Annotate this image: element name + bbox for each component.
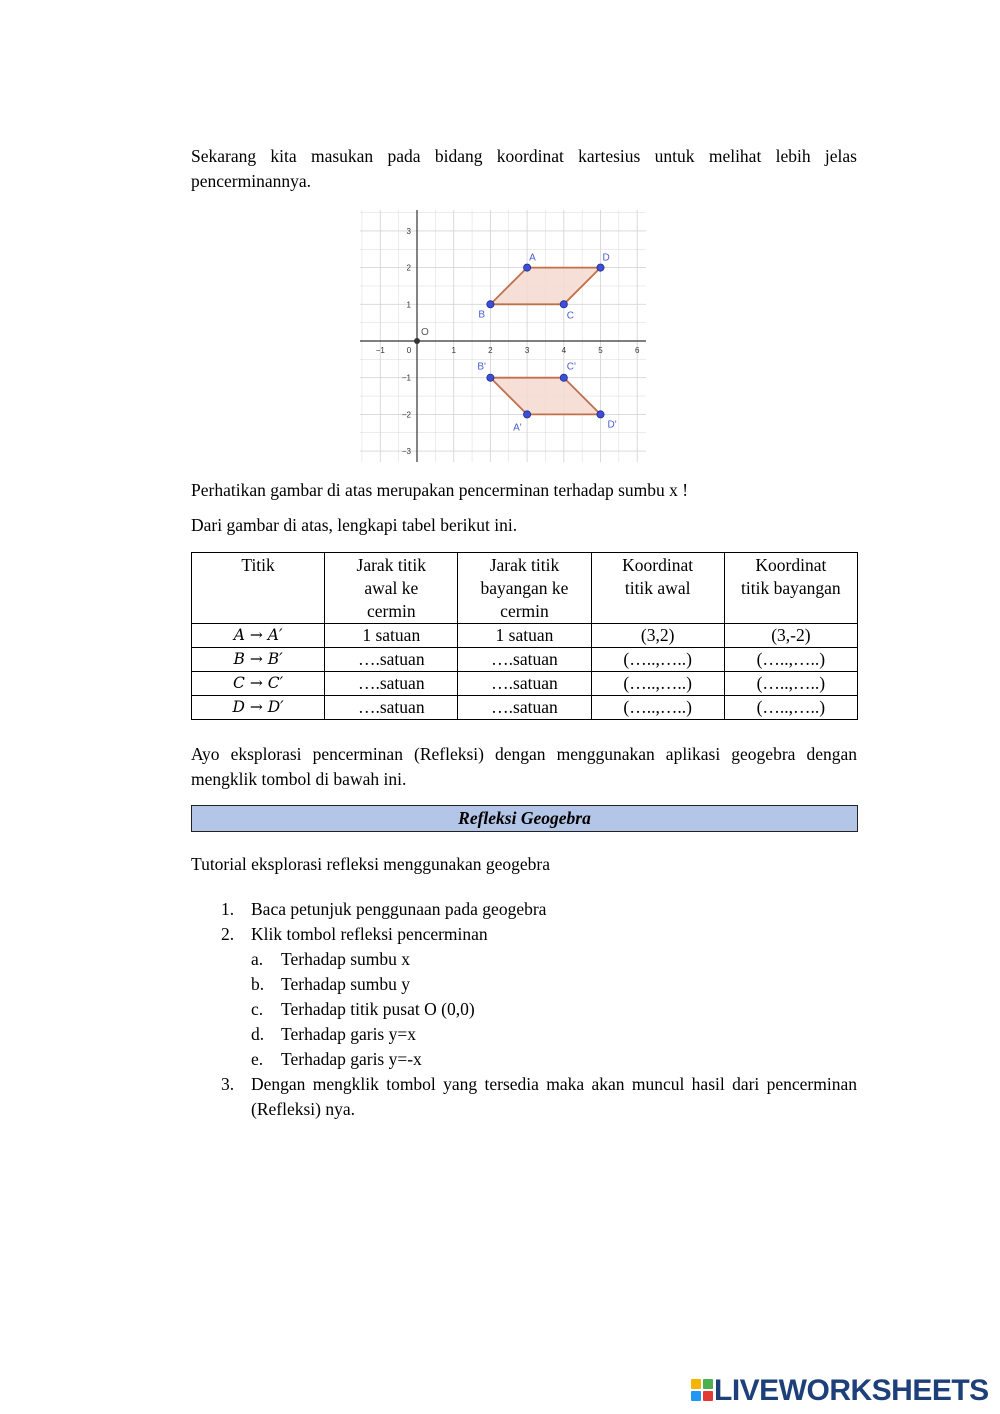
point-label: A' <box>513 422 522 434</box>
cell-coord-original[interactable]: (…..,…..) <box>591 672 724 696</box>
y-tick-label: 3 <box>406 226 411 236</box>
header-titik: Titik <box>192 553 325 624</box>
cell-coord-image[interactable]: (…..,…..) <box>724 648 857 672</box>
cell-point: A → A′ <box>192 624 325 648</box>
y-tick-label: −2 <box>401 410 411 420</box>
point-label: B' <box>477 361 486 373</box>
list-item: e. Terhadap garis y=-x <box>251 1049 422 1069</box>
cell-distance-original[interactable]: ….satuan <box>325 696 458 720</box>
table-row <box>192 648 858 672</box>
cell-coord-image[interactable]: (…..,…..) <box>724 672 857 696</box>
table-row <box>192 624 858 648</box>
point-C-prime <box>560 374 567 381</box>
list-item: 1. Baca petunjuk penggunaan pada geogebra <box>221 899 547 919</box>
cell-coord-image: (3,-2) <box>724 624 857 648</box>
point-B-prime <box>487 374 494 381</box>
list-item: b. Terhadap sumbu y <box>251 974 411 994</box>
point-label: C <box>566 310 575 322</box>
table-row <box>192 696 858 720</box>
x-tick-label: 2 <box>488 346 493 355</box>
cell-distance-original: 1 satuan <box>325 624 458 648</box>
header-koordinat-awal: Koordinat titik awal <box>591 553 724 624</box>
x-tick-label: −1 <box>375 346 385 355</box>
logo-text: LIVEWORKSHEETS <box>714 1373 989 1407</box>
cell-point: C → C′ <box>192 672 325 696</box>
table-row <box>192 672 858 696</box>
point-label: B <box>478 309 486 321</box>
y-tick-label: −1 <box>401 373 411 383</box>
cell-distance-image: 1 satuan <box>458 624 591 648</box>
sub-steps <box>251 947 857 1072</box>
y-tick-label: 2 <box>406 263 411 273</box>
axes <box>360 210 646 462</box>
point-label: D' <box>607 419 617 431</box>
origin-point <box>414 338 420 344</box>
list-item: 3. Dengan mengklik tombol yang tersedia maka akan muncul hasil dari pencerminan (Refleksi) nya. <box>221 1074 857 1119</box>
instruction-paragraph: Dari gambar di atas, lengkapi tabel berikut ini. <box>191 515 518 535</box>
refleksi-geogebra-button[interactable]: Refleksi Geogebra <box>191 805 858 832</box>
x-tick-label: 1 <box>451 346 456 355</box>
x-tick-label: 5 <box>598 346 603 355</box>
point-B <box>487 301 494 308</box>
list-item: d. Terhadap garis y=x <box>251 1024 416 1044</box>
point-label: D <box>602 252 610 264</box>
tutorial-steps <box>191 897 857 1122</box>
cell-distance-original[interactable]: ….satuan <box>325 672 458 696</box>
grid-lines <box>360 210 646 462</box>
point-A <box>524 264 531 271</box>
point-C <box>560 301 567 308</box>
tutorial-title: Tutorial eksplorasi refleksi menggunakan geogebra <box>191 854 550 874</box>
header-koordinat-bayangan: Koordinat titik bayangan <box>724 553 857 624</box>
cell-coord-image[interactable]: (…..,…..) <box>724 696 857 720</box>
y-tick-label: −3 <box>401 447 411 457</box>
coordinate-graph <box>360 210 646 462</box>
reflection-table <box>191 552 858 720</box>
x-tick-label: 0 <box>406 346 412 355</box>
point-D <box>597 264 604 271</box>
x-tick-label: 4 <box>561 346 567 355</box>
logo-icon <box>690 1378 714 1402</box>
cell-coord-original[interactable]: (…..,…..) <box>591 648 724 672</box>
cell-distance-image[interactable]: ….satuan <box>458 648 591 672</box>
list-item: a. Terhadap sumbu x <box>251 949 411 969</box>
table-header-row <box>192 553 858 624</box>
y-tick-label: 1 <box>406 300 411 310</box>
point-label: C' <box>566 361 576 373</box>
liveworksheets-logo <box>690 1375 989 1405</box>
point-A-prime <box>524 411 531 418</box>
cell-distance-image[interactable]: ….satuan <box>458 696 591 720</box>
origin-label: O <box>421 327 429 338</box>
explore-paragraph: Ayo eksplorasi pencerminan (Refleksi) dengan menggunakan aplikasi geogebra dengan mengklik tombol di bawah ini. <box>191 744 857 789</box>
header-jarak-bayangan: Jarak titik bayangan ke cermin <box>458 553 591 624</box>
intro-paragraph: Sekarang kita masukan pada bidang koordinat kartesius untuk melihat lebih jelas pencerminannya. <box>191 146 857 191</box>
cell-coord-original: (3,2) <box>591 624 724 648</box>
header-jarak-awal: Jarak titik awal ke cermin <box>325 553 458 624</box>
cell-coord-original[interactable]: (…..,…..) <box>591 696 724 720</box>
list-item: 2. Klik tombol refleksi pencerminan a. Terhadap sumbu x b. Terhadap sumbu y c. Terhadap titik pusat O (0,0) d. Terhadap garis y=x e. Terhadap garis y=-x <box>191 922 857 1072</box>
cell-point: D → D′ <box>192 696 325 720</box>
x-tick-label: 3 <box>524 346 530 355</box>
note-paragraph: Perhatikan gambar di atas merupakan pencerminan terhadap sumbu x ! <box>191 480 689 500</box>
cell-distance-image[interactable]: ….satuan <box>458 672 591 696</box>
cell-point: B → B′ <box>192 648 325 672</box>
point-label: A <box>529 252 536 264</box>
list-item: c. Terhadap titik pusat O (0,0) <box>251 999 475 1019</box>
x-tick-label: 6 <box>634 346 640 355</box>
point-D-prime <box>597 411 604 418</box>
cell-distance-original[interactable]: ….satuan <box>325 648 458 672</box>
